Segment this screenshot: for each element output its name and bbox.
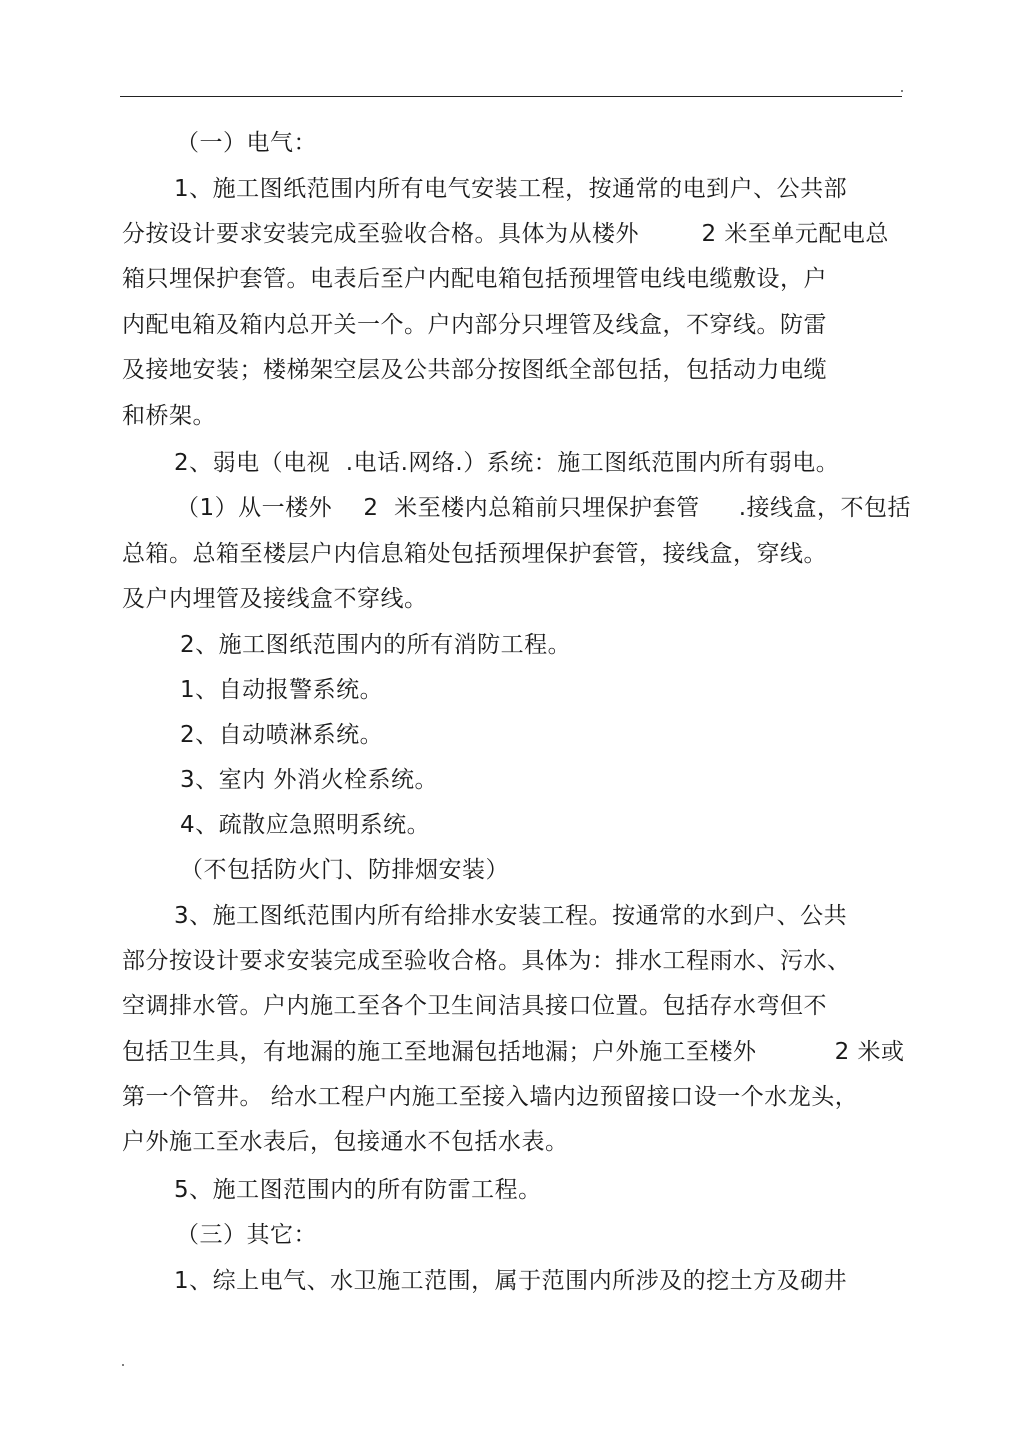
- paragraph-line: 户外施工至水表后，包接通水不包括水表。: [122, 1129, 569, 1155]
- paragraph-line: 空调排水管。户内施工至各个卫生间洁具接口位置。包括存水弯但不: [122, 993, 827, 1019]
- paragraph-line: 部分按设计要求安装完成至验收合格。具体为：排水工程雨水、污水、: [122, 948, 851, 974]
- list-item: 1、自动报警系统。: [180, 677, 384, 703]
- paragraph-line: 1、施工图纸范围内所有电气安装工程，按通常的电到户、公共部: [174, 176, 848, 202]
- paragraph-line: 5、施工图范围内的所有防雷工程。: [174, 1177, 542, 1203]
- paragraph-line: 第一个管井。 给水工程户内施工至接入墙内边预留接口设一个水龙头，: [122, 1084, 859, 1110]
- paragraph-line: 包括卫生具，有地漏的施工至地漏包括地漏；户外施工至楼外 2 米或: [122, 1039, 905, 1065]
- paragraph-line: 内配电箱及箱内总开关一个。户内部分只埋管及线盒，不穿线。防雷: [122, 312, 827, 338]
- list-item: 3、室内 外消火栓系统。: [180, 767, 438, 793]
- section-heading-electrical: （一）电气：: [176, 130, 317, 156]
- list-item: 4、疏散应急照明系统。: [180, 812, 431, 838]
- paragraph-line: 箱只埋保护套管。电表后至户内配电箱包括预埋管电线电缆敷设，户: [122, 266, 827, 292]
- paragraph-line: 2、施工图纸范围内的所有消防工程。: [180, 632, 572, 658]
- corner-dot-top: [901, 90, 903, 92]
- paragraph-line: 分按设计要求安装完成至验收合格。具体为从楼外 2 米至单元配电总: [122, 221, 889, 247]
- paragraph-line: 及接地安装；楼梯架空层及公共部分按图纸全部包括，包括动力电缆: [122, 357, 827, 383]
- paragraph-line: 2、弱电（电视 .电话.网络.）系统：施工图纸范围内所有弱电。: [174, 450, 840, 476]
- paragraph-line: 3、施工图纸范围内所有给排水安装工程。按通常的水到户、公共: [174, 903, 848, 929]
- paragraph-line: （1）从一楼外 2 米至楼内总箱前只埋保护套管 .接线盒，不包括: [176, 495, 911, 521]
- section-heading-other: （三）其它：: [176, 1222, 317, 1248]
- paragraph-line: （不包括防火门、防排烟安装）: [180, 857, 509, 883]
- paragraph-line: 和桥架。: [122, 403, 216, 429]
- list-item: 2、自动喷淋系统。: [180, 722, 384, 748]
- corner-dot-bottom: [122, 1364, 124, 1366]
- paragraph-line: 1、综上电气、水卫施工范围，属于范围内所涉及的挖土方及砌井: [174, 1268, 848, 1294]
- paragraph-line: 总箱。总箱至楼层户内信息箱处包括预埋保护套管，接线盒，穿线。: [122, 541, 827, 567]
- header-rule: [120, 96, 902, 97]
- paragraph-line: 及户内埋管及接线盒不穿线。: [122, 586, 428, 612]
